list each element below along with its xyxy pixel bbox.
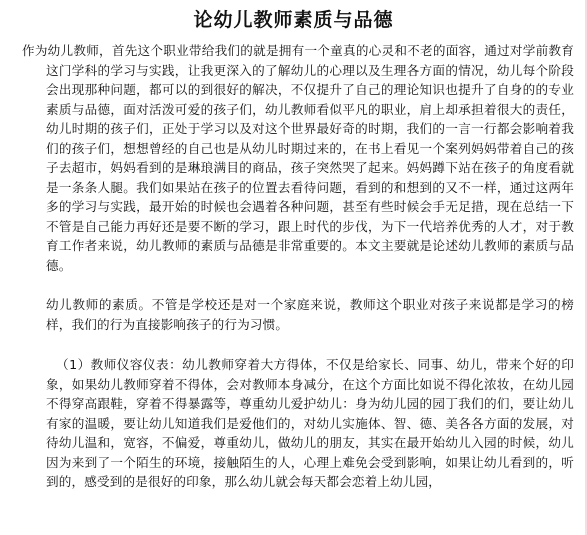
quality-paragraph: 幼儿教师的素质。不管是学校还是对一个家庭来说，教师这个职业对孩子来说都是学习的榜样，我们的行为直接影响孩子的行为习惯。 <box>46 297 574 332</box>
document-title: 论幼儿教师素质与品德 <box>193 9 394 31</box>
intro-paragraph: 作为幼儿教师，首先这个职业带给我们的就是拥有一个童真的心灵和不老的面容，通过对学前教育这门学科的学习与实践，让我更深入的了解幼儿的心理以及生理各方面的情况，幼儿每个阶段会出现那种问题，都可以的到很好的解决，不仅提升了自己的理论知识也提升了自身的的专业素质与品德，面对活泼可爱的孩子们，幼儿教师看似平凡的职业，肩上却承担着很大的责任，幼儿时期的孩子们，正处于学习以及对这个世界最好奇的时期，我们的一言一行都会影响着我们的孩子们，想想曾经的自己也是从幼儿时期过来的，在书上看见一个案列妈妈带着自己的孩子去超市，妈妈看到的是琳琅满目的商品，孩子突然哭了起来。妈妈蹲下站在孩子的角度看就是一条条人腿。我们如果站在孩子的位置去看待问题，看到的和想到的又不一样，通过这两年多的学习与实践，最开始的时候也会遇着各种问题，甚至有些时候会手无足措，现在总结一下不管是自己能力再好还是要不断的学习，跟上时代的步伐，为下一代培养优秀的人才，对于教育工作者来说，幼儿教师的素质与品德是非常重要的。本文主要就是论述幼儿教师的素质与品德。 <box>22 43 574 273</box>
appearance-paragraph: （1）教师仪容仪表：幼儿教师穿着大方得体，不仅是给家长、同事、幼儿，带来个好的印象，如果幼儿教师穿着不得体，会对教师本身减分，在这个方面比如说不得化浓妆，在幼儿园不得穿高跟鞋，穿着不得暴露等，尊重幼儿爱护幼儿：身为幼儿园的园丁我们的们，要让幼儿有家的温暖，要让幼儿知道我们是爱他们的，对幼儿实施体、智、德、美各各方面的发展，对待幼儿温和，宽容，不偏爱，尊重幼儿，做幼儿的朋友，其实在最开始幼儿入园的时候，幼儿因为来到了一个陌生的环境，接触陌生的人，心理上难免会受到影响，如果让幼儿看到的，听到的，感受到的是很好的印象，那么幼儿就会每天都会恋着上幼儿园， <box>46 357 574 489</box>
